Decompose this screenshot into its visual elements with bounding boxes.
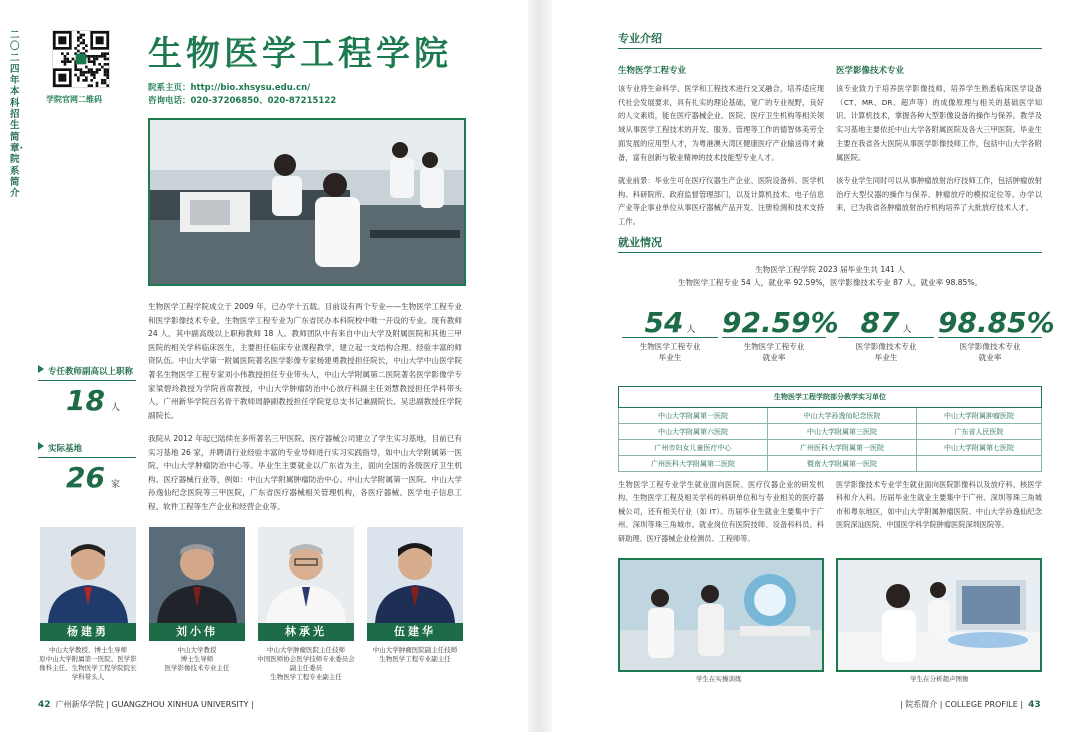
person-description: 中山大学教授 博士生导师 医学影像技术专业主任 xyxy=(164,646,230,672)
stat-divider xyxy=(38,457,136,458)
stat-value-faculty: 18 人 xyxy=(66,384,120,417)
triangle-icon xyxy=(38,442,44,450)
major2-title: 医学影像技术专业 xyxy=(836,66,905,76)
photo-caption-1: 学生在实操训练 xyxy=(696,675,742,683)
kpi-mit-employment-rate: 98.85% 医学影像技术专业 就业率 xyxy=(938,306,1055,362)
person-description: 中山大学肿瘤医院副主任技师 生物医学工程专业副主任 xyxy=(372,646,458,663)
intro-paragraph-1: 生物医学工程学院成立于 2009 年，已办学十五载。目前设有两个专业——生物医学工程专业和医学影像技术专业，生物医学工程专业为广东省民办本科院校中唯一开设的专业。现有教师 24 人，其中副高级以上职称教师 18 人。教师团队中有来自中山大学及附属医院和其他三甲医院的相关学科临床医生，主要担任临床专业课程教学，建立起一支结构合理、经验丰富的师资队伍。中山大学第一附属医院著名医学影像专家杨建勇教授担任院长，中山大学中山医学院著名生物医学工程专家刘小伟教授担任专业带头人，中山大学附属第二医院著名医学影像学专家梁碧玲教授为学院首席教授，中山大学肿瘤防治中心放疗科副主任刘慧教授担任学科带头人，广州新华学院百名骨干教师周静副教授担任学院党总支书记兼副院长、吴忠副教授任学院副院长。 xyxy=(148,302,462,420)
person-name: 杨建勇 xyxy=(40,623,136,641)
qr-code-icon[interactable] xyxy=(52,30,110,88)
kpi-bme-employment-rate: 92.59% 生物医学工程专业 就业率 xyxy=(722,306,839,362)
person-description: 中山大学肿瘤医院主任技师 中国医师协会医学技师专业委员会 副主任委员 生物医学工程专业副主任 xyxy=(257,646,355,681)
page-number: 42 xyxy=(38,700,51,710)
section-divider xyxy=(618,252,1042,253)
person-description: 中山大学教授、博士生导师 原中山大学附属第一医院、医学影 像科主任、生物医学工程学院院长 学科带头人 xyxy=(39,646,137,681)
person-name: 伍建华 xyxy=(367,623,463,641)
training-photo xyxy=(618,558,824,672)
major1-title: 生物医学工程专业 xyxy=(618,66,687,76)
employment-paragraph-bme: 生物医学工程专业学生就业面向医院、医疗仪器企业的研发机构、生物医学工程及相关学科的科研单位和与专业相关的医疗器械公司，还有相关行业（如 IT）。历届毕业生就业主要集中于广州、深圳等珠三角城市。就业岗位有医院技师、设备科科员、科研助理、医疗器械企业检测员、工程师等。 xyxy=(618,480,824,543)
photo-caption-2: 学生在分析超声图像 xyxy=(910,675,969,683)
college-contact xyxy=(148,82,336,108)
stat-label-faculty: 专任教师副高以上职称 xyxy=(38,365,133,377)
table-row: 中山大学附属第一医院 中山大学孙逸仙纪念医院 中山大学附属肿瘤医院 xyxy=(619,408,1042,424)
major2-paragraph-1: 该专业致力于培养医学影像技师，培养学生熟悉临床医学设备（CT、MR、DR、超声等）的成像原理与相关的基础医学知识、计算机技术，掌握各种大型影像设备的操作与保养。教学及实习基地主要依托中山大学各附属医院及各大三甲医院。毕业生主要在我省各大医院从事医学影像技师工作，包括中山大学各附属医院。 xyxy=(836,84,1042,162)
footer-left: 42 广州新华学院 | GUANGZHOU XINHUA UNIVERSITY | xyxy=(38,700,254,710)
stat-label-bases: 实际基地 xyxy=(38,442,82,454)
intro-paragraph-2: 我院从 2012 年起已陆续在多所著名三甲医院、医疗器械公司建立了学生实习基地，目前已有实习基地 26 家，并聘请行业经验丰富的专业导师进行实习实践指导，如中山大学附属第一医院、中山大学肿瘤防治中心等。毕业生主要就业以广东省为主，面向全国的各级医疗卫生机构、医疗器械行业等，例如：中山大学附属肿瘤防治中心、中山大学附属第一医院、中山大学孙逸仙纪念医院等三甲医院，广东省医疗器械相关管理机构，各医疗器械、医学电子信息工程、软件工程等生产企业和经营企业等。 xyxy=(148,434,462,511)
vertical-title: 二〇二四年本科招生简章·院系简介 xyxy=(10,30,24,200)
page-number: 43 xyxy=(1028,700,1041,710)
section-title-employment: 就业情况 xyxy=(618,236,662,249)
person-name: 刘小伟 xyxy=(149,623,245,641)
section-divider xyxy=(618,48,1042,49)
qr-caption: 学院官网二维码 xyxy=(46,95,102,104)
person-photo xyxy=(40,527,136,641)
section-title-major: 专业介绍 xyxy=(618,32,662,45)
lab-photo xyxy=(148,118,466,286)
person-photo xyxy=(149,527,245,641)
table-title: 生物医学工程学院部分教学实习单位 xyxy=(619,387,1042,408)
triangle-icon xyxy=(38,365,44,373)
internship-table xyxy=(618,386,1042,472)
table-row: 广州市妇女儿童医疗中心 广州医科大学附属第一医院 中山大学附属第七医院 xyxy=(619,440,1042,456)
book-spine xyxy=(528,0,552,732)
college-title: 生物医学工程学院 xyxy=(148,34,452,74)
person-photo xyxy=(258,527,354,641)
ultrasound-photo xyxy=(836,558,1042,672)
person-name: 林承光 xyxy=(258,623,354,641)
stat-divider xyxy=(38,380,136,381)
kpi-mit-graduates: 87 人 医学影像技术专业 毕业生 xyxy=(838,306,934,363)
table-row: 广州医科大学附属第二医院 暨南大学附属第一医院 xyxy=(619,456,1042,472)
major1-paragraph-2: 就业前景：毕业生可在医疗仪器生产企业、医院设备科、医学机构、科研院所、政府监督管理部门，以及计算机技术、电子信息产业等企事业单位从事医疗器械产品开发、注册检测和技术支持工作。 xyxy=(618,176,824,227)
employment-paragraph-mit: 医学影像技术专业学生就业面向医院影像科以及放疗科、核医学科和介入科。历届毕业生就业主要集中于广州、深圳等珠三角城市和粤东地区，如中山大学附属肿瘤医院、中山大学孙逸仙纪念医院深汕医院、中国医学科学院肿瘤医院深圳医院等。 xyxy=(836,480,1042,530)
college-phone: 咨询电话：020-37206850、020-87215122 xyxy=(148,96,337,106)
major1-paragraph-1: 该专业将生命科学、医学和工程技术进行交叉融合，培养适应现代社会发展要求，具有扎实的理论基础，宽广的专业视野，良好的人文素质，能在医疗器械企业、医院、医疗卫生机构等相关领域从事医学工程技术的开发、服务、管理等工作的德智体美劳全面发展的应用型人才，为粤港澳大湾区健康医疗产业输送得才兼备，富有创新与敬业精神的技术技能型专业人才。 xyxy=(618,84,824,162)
table-row: 中山大学附属第六医院 中山大学附属第三医院 广东省人民医院 xyxy=(619,424,1042,440)
person-photo xyxy=(367,527,463,641)
employment-summary: 生物医学工程学院 2023 届毕业生共 141 人 生物医学工程专业 54 人，就业率 92.59%，医学影像技术专业 87 人，就业率 98.85%。 xyxy=(677,265,983,287)
footer-right: | 院系简介 | COLLEGE PROFILE | 43 xyxy=(900,700,1041,710)
major2-paragraph-2: 该专业学生同时可以从事肿瘤放射治疗技师工作，包括肿瘤放射治疗大型仪器的操作与保养、肿瘤放疗的模拟定位等。办学以来，已为我省各肿瘤放射治疗机构培养了大批放疗技术人才。 xyxy=(836,176,1042,213)
kpi-bme-graduates: 54 人 生物医学工程专业 毕业生 xyxy=(622,306,718,363)
stat-value-bases: 26 家 xyxy=(66,461,120,494)
college-website[interactable]: 院系主页：http://bio.xhsysu.edu.cn/ xyxy=(148,83,311,93)
